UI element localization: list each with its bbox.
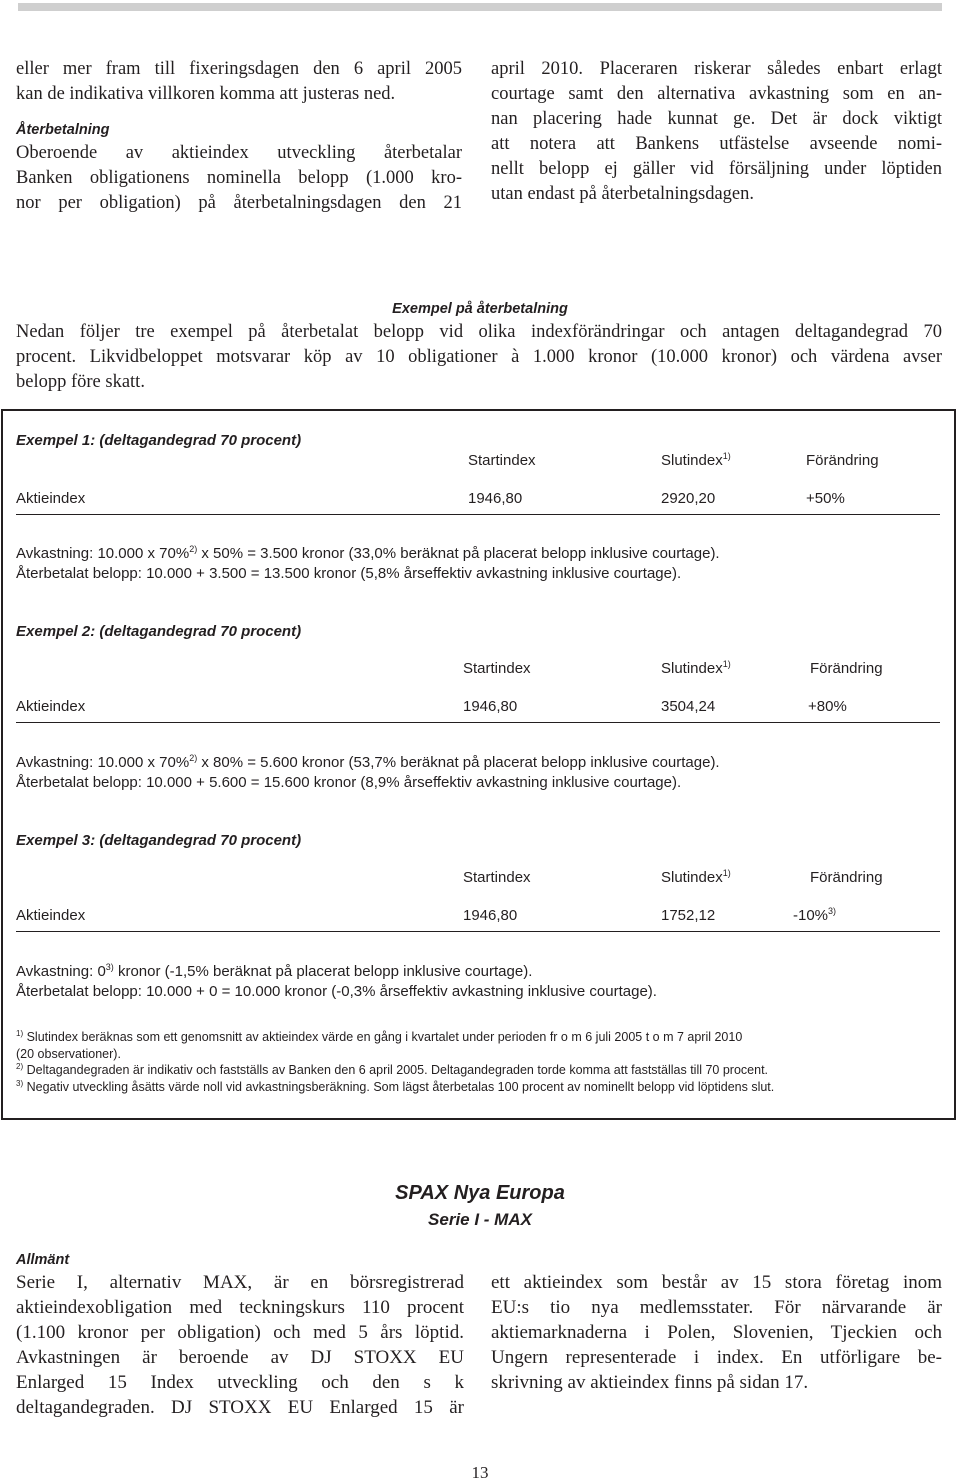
divider: [16, 514, 940, 515]
divider: [16, 931, 940, 932]
calc-line: Återbetalat belopp: 10.000 + 5.600 = 15.600 kronor (8,9% årseffektiv avkastning inklusive courtage).: [16, 774, 682, 791]
col-header-start: Startindex: [468, 452, 536, 469]
body-line: Banken obligationens nominella belopp (1.000 kro-: [16, 168, 462, 188]
calc-line: Avkastning: 0$^{3)}$ kronor (-1,5% beräknat på placerat belopp inklusive courtage).: [16, 962, 533, 980]
calc-line: Avkastning: 10.000 x 70%$^{2)}$ x 80% = 5.600 kronor (53,7% beräknat på placerat belopp inklusive courtage).: [16, 753, 720, 771]
col-header-change: Förändring: [810, 660, 883, 677]
product-subtitle: Serie I - MAX: [428, 1210, 532, 1229]
section-heading-aterbetalning: Återbetalning: [16, 122, 110, 138]
body-line: Serie I, alternativ MAX, är en börsregistrerad: [16, 1272, 464, 1293]
footnote-3: $^{3)}$ Negativ utveckling åsätts värde noll vid avkastningsberäkning. Som lägst återbetalas 100 procent av nominellt belopp vid löptidens slut.: [16, 1078, 775, 1094]
row-label: Aktieindex: [16, 698, 86, 715]
end-value: 2920,20: [661, 490, 716, 507]
section-heading-allmant: Allmänt: [16, 1252, 70, 1268]
body-line: ett aktieindex som består av 15 stora företag inom: [491, 1272, 942, 1293]
body-line: deltagandegraden. DJ STOXX EU Enlarged 15 är: [16, 1397, 464, 1418]
body-line: nan placering hade kunnat ge. Det är dock viktigt: [491, 109, 942, 129]
example-title: Exempel 2: (deltagandegrad 70 procent): [16, 623, 302, 640]
body-line: EU:s tio nya medlemsstater. För närvarande är: [491, 1297, 942, 1318]
start-value: 1946,80: [463, 907, 518, 924]
end-value: 3504,24: [661, 698, 716, 715]
row-label: Aktieindex: [16, 907, 86, 924]
examples-heading: Exempel på återbetalning: [392, 301, 568, 317]
change-value: +50%: [806, 490, 845, 507]
intro-line: kan de indikativa villkoren komma att justeras ned.: [16, 84, 396, 104]
page-number: 13: [471, 1463, 489, 1482]
footnotes: [16, 1029, 936, 1095]
col-header-change: Förändring: [810, 869, 883, 886]
body-line: aktiemarknaderna i Polen, Slovenien, Tjeckien och: [491, 1322, 942, 1343]
intro-line: belopp före skatt.: [16, 372, 145, 392]
body-line: att notera att Bankens utfästelse avseende nomi-: [491, 134, 942, 154]
body-line: courtage samt den alternativa avkastning som en an-: [491, 84, 942, 104]
example-title: Exempel 1: (deltagandegrad 70 procent): [16, 432, 302, 449]
body-line: april 2010. Placeraren riskerar således enbart erlagt: [491, 59, 942, 79]
examples-intro: [16, 320, 942, 395]
col-header-change: Förändring: [806, 452, 879, 469]
footnote-1-continuation: (20 observationer).: [16, 1046, 121, 1061]
example-3: [16, 832, 940, 1002]
intro-line: eller mer fram till fixeringsdagen den 6 april 2005: [16, 59, 462, 79]
row-label: Aktieindex: [16, 490, 86, 507]
body-line: utan endast på återbetalningsdagen.: [491, 184, 755, 204]
col-header-end: Slutindex$^{1)}$: [661, 659, 731, 677]
intro-line: Nedan följer tre exempel på återbetalat belopp vid olika indexförändringar och antagen deltagandegrad 70: [16, 322, 942, 342]
body-line: Avkastningen är beroende av DJ STOXX EU: [16, 1347, 464, 1368]
top-decorative-bar: [18, 3, 942, 11]
intro-line: procent. Likvidbeloppet motsvarar köp av 10 obligationer à 1.000 kronor (10.000 kronor) och värdena avser: [16, 347, 942, 367]
top-left-column: [16, 57, 462, 216]
col-header-end: Slutindex$^{1)}$: [661, 451, 731, 469]
change-value: -10%$^{3)}$: [793, 906, 837, 924]
body-line: (1.100 kronor per obligation) och med 5 års löptid.: [16, 1322, 464, 1343]
start-value: 1946,80: [468, 490, 523, 507]
start-value: 1946,80: [463, 698, 518, 715]
footnote-2: $^{2)}$ Deltagandegraden är indikativ och fastställs av Banken den 6 april 2005. Deltagandegraden torde komma att fastställas till 70 procent.: [16, 1061, 769, 1077]
change-value: +80%: [808, 698, 847, 715]
col-header-start: Startindex: [463, 869, 531, 886]
body-line: nellt belopp ej gäller vid försäljning under löptiden: [491, 159, 942, 179]
divider: [16, 722, 940, 723]
col-header-start: Startindex: [463, 660, 531, 677]
end-value: 1752,12: [661, 907, 716, 924]
body-line: skrivning av aktieindex finns på sidan 17.: [491, 1372, 809, 1393]
example-2: [16, 623, 940, 793]
example-title: Exempel 3: (deltagandegrad 70 procent): [16, 832, 302, 849]
calc-line: Avkastning: 10.000 x 70%$^{2)}$ x 50% = 3.500 kronor (33,0% beräknat på placerat belopp inklusive courtage).: [16, 544, 720, 562]
example-1: [16, 432, 940, 582]
calc-line: Återbetalat belopp: 10.000 + 3.500 = 13.500 kronor (5,8% årseffektiv avkastning inklusive courtage).: [16, 565, 682, 582]
body-line: aktieindexobligation med teckningskurs 110 procent: [16, 1297, 464, 1318]
body-line: nor per obligation) på återbetalningsdagen den 21: [16, 193, 462, 213]
col-header-end: Slutindex$^{1)}$: [661, 868, 731, 886]
body-line: Ungern representerade i index. En utförligare be-: [491, 1347, 942, 1368]
bottom-left-column: [16, 1250, 464, 1420]
bottom-right-column: [491, 1270, 942, 1395]
footnote-1: $^{1)}$ Slutindex beräknas som ett genomsnitt av aktieindex värde en gång i kvartalet under perioden fr o m 6 juli 2005 t o m 7 april 2010: [16, 1028, 743, 1044]
body-line: Oberoende av aktieindex utveckling återbetalar: [16, 143, 462, 163]
product-title: SPAX Nya Europa: [395, 1182, 565, 1204]
body-line: Enlarged 15 Index utveckling och den s k: [16, 1372, 464, 1393]
top-right-column: [491, 57, 942, 207]
calc-line: Återbetalat belopp: 10.000 + 0 = 10.000 kronor (-0,3% årseffektiv avkastning inklusive courtage).: [16, 983, 657, 1000]
